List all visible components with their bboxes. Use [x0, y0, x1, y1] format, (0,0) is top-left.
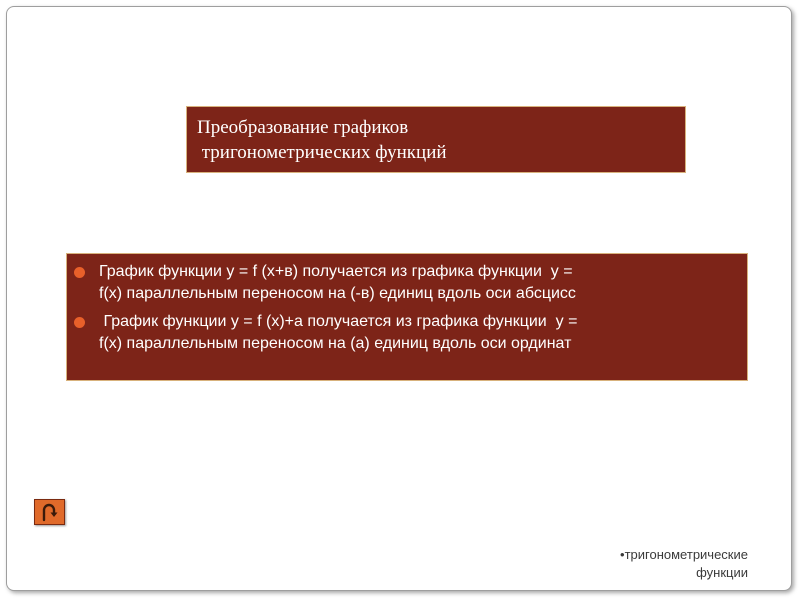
- bullet-item: [67, 311, 747, 355]
- bullet-text-line: f(x) параллельным переносом на (-в) единиц вдоль оси абсцисс: [99, 285, 576, 302]
- footer-caption-line-2: функции: [696, 565, 748, 580]
- slide-title-line-1: Преобразование графиков: [197, 117, 409, 138]
- footer-caption-line-1: •тригонометрические: [620, 547, 748, 562]
- bullet-text-line: График функции y = f (x+в) получается из графика функции y =: [99, 263, 573, 280]
- bullet-text-line: График функции y = f (x)+a получается из графика функции y =: [99, 313, 578, 330]
- footer-caption: [548, 546, 748, 582]
- bullet-dot-icon: [74, 267, 85, 278]
- bullet-text-line: f(x) параллельным переносом на (а) единиц вдоль оси ординат: [99, 335, 572, 352]
- bullet-item: [67, 261, 747, 305]
- slide-title-line-2: тригонометрических функций: [197, 142, 447, 163]
- return-button[interactable]: [34, 499, 65, 525]
- slide-title-box: [186, 106, 686, 173]
- u-turn-return-icon: [39, 502, 61, 523]
- slide-content-box: [66, 253, 748, 381]
- bullet-dot-icon: [74, 317, 85, 328]
